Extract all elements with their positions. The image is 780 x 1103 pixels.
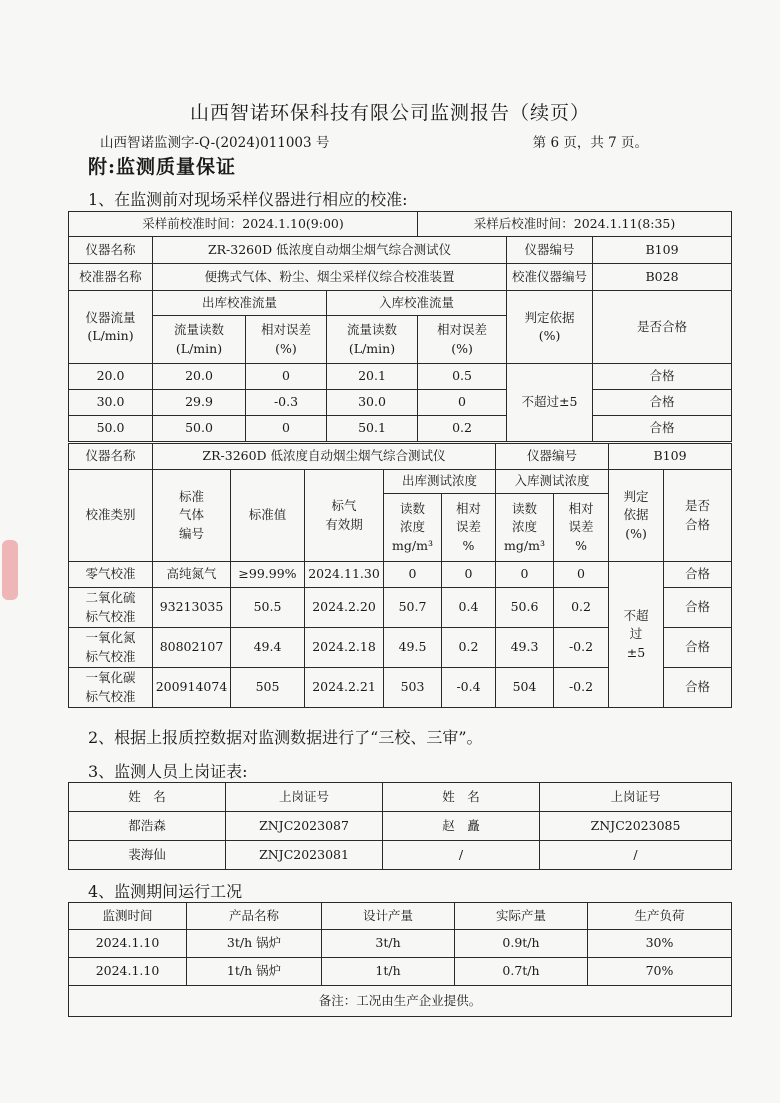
pass-header-line: 合格: [685, 516, 711, 532]
out-read: 50.7: [384, 588, 442, 628]
calibrator-no-label: 校准仪器编号: [507, 264, 593, 291]
table-row: [69, 930, 732, 958]
gas-type-line: 标气校准: [85, 688, 136, 704]
instrument-no-label: 仪器编号: [507, 237, 593, 264]
pre-calibration-time: 采样前校准时间：2024.1.10(9:00): [69, 212, 418, 237]
std-value-header: 标准值: [231, 470, 305, 562]
name-header: 姓 名: [69, 783, 226, 812]
gas-validity: 2024.11.30: [305, 562, 384, 588]
report-title: 山西智诺环保科技有限公司监测报告（续页）: [189, 102, 590, 124]
in-error: 0.2: [418, 416, 507, 442]
read-header-line: 读数: [399, 501, 425, 517]
gas-calibration-table: [68, 443, 732, 708]
person-name: 裴海仙: [69, 841, 226, 870]
gas-basis-line: ±5: [626, 644, 646, 660]
gas-type: [69, 588, 153, 628]
calibrator-name: 便携式气体、粉尘、烟尘采样仪综合校准装置: [153, 264, 507, 291]
flow-header-text: 仪器流量: [85, 309, 136, 325]
person-cert: /: [540, 841, 732, 870]
out-err: 0.4: [442, 588, 496, 628]
std-gas-header: [153, 470, 231, 562]
op-product: 3t/h 锅炉: [187, 930, 322, 958]
std-gas-header-line: 编号: [178, 525, 204, 541]
op-actual: 0.7t/h: [455, 958, 588, 986]
table-row: [69, 812, 732, 841]
err-header-line: 相对: [455, 501, 481, 517]
out-read: 0: [384, 562, 442, 588]
out-err-header: [442, 494, 496, 562]
table-row: [69, 390, 732, 416]
out-reading: 50.0: [153, 416, 246, 442]
flow-calibration-table: [68, 211, 732, 442]
gas-basis-header: [609, 470, 664, 562]
operating-header-row: [69, 903, 732, 930]
out-reading-header: [153, 316, 246, 364]
out-error: 0: [246, 364, 327, 390]
section1-heading: 1、在监测前对现场采样仪器进行相应的校准:: [88, 190, 408, 209]
error-text: 相对误差: [260, 322, 311, 338]
error-unit: (%): [275, 340, 297, 356]
in-read: 504: [496, 668, 554, 708]
gas-pass-header: [664, 470, 732, 562]
gas-type-line: 一氧化氮: [85, 630, 136, 646]
flow-value: 20.0: [69, 364, 153, 390]
out-read-header: [384, 494, 442, 562]
gas-value: 50.5: [231, 588, 305, 628]
personnel-header-row: [69, 783, 732, 812]
gas-value: ≥99.99%: [231, 562, 305, 588]
table-row: [69, 562, 732, 588]
col-time: 监测时间: [69, 903, 187, 930]
error-text: 相对误差: [437, 322, 488, 338]
out-err: -0.4: [442, 668, 496, 708]
flow-header-cell: [69, 291, 153, 364]
err-header-line: %: [462, 537, 475, 553]
pass-value: 合格: [593, 390, 732, 416]
gas-type-line: 一氧化碳: [85, 670, 136, 686]
in-reading: 30.0: [327, 390, 418, 416]
in-read: 49.3: [496, 628, 554, 668]
err-header-line: 误差: [568, 519, 594, 535]
pass-header: 是否合格: [593, 291, 732, 364]
out-error: 0: [246, 416, 327, 442]
flow-header-row-1: [69, 291, 732, 316]
calibration-time-row: [69, 212, 732, 237]
table-row: [69, 416, 732, 442]
out-err: 0: [442, 562, 496, 588]
err-header-line: 误差: [455, 519, 481, 535]
in-read: 50.6: [496, 588, 554, 628]
table-row: [69, 958, 732, 986]
operating-condition-table: [68, 902, 732, 1017]
note-row: [69, 986, 732, 1017]
in-err: -0.2: [554, 628, 609, 668]
op-load: 30%: [588, 930, 732, 958]
instrument2-name-label: 仪器名称: [69, 444, 153, 470]
gas-value: 49.4: [231, 628, 305, 668]
read-header-line: 读数: [511, 501, 537, 517]
flow-value: 50.0: [69, 416, 153, 442]
in-calibration-header: 入库校准流量: [327, 291, 507, 316]
type-header: 校准类别: [69, 470, 153, 562]
instrument-no: B109: [593, 237, 732, 264]
operating-note: 备注：工况由生产企业提供。: [69, 986, 732, 1017]
flow-basis: 不超过±5: [507, 364, 593, 442]
validity-header: [305, 470, 384, 562]
calibrator-name-label: 校准器名称: [69, 264, 153, 291]
std-gas-header-line: 气体: [178, 507, 204, 523]
op-time: 2024.1.10: [69, 958, 187, 986]
cert-header: 上岗证号: [540, 783, 732, 812]
error-unit: (%): [451, 340, 473, 356]
op-time: 2024.1.10: [69, 930, 187, 958]
col-load: 生产负荷: [588, 903, 732, 930]
validity-header-line: 标气: [331, 498, 357, 514]
col-design: 设计产量: [322, 903, 455, 930]
op-design: 1t/h: [322, 958, 455, 986]
page-number: 第 6 页，共 7 页。: [532, 135, 648, 151]
gas-no: 高纯氮气: [153, 562, 231, 588]
out-error: -0.3: [246, 390, 327, 416]
gas-validity: 2024.2.20: [305, 588, 384, 628]
instrument2-no: B109: [609, 444, 732, 470]
pass-value: 合格: [593, 416, 732, 442]
gas-basis: [609, 562, 664, 708]
gas-type: [69, 628, 153, 668]
cert-header: 上岗证号: [226, 783, 383, 812]
name-header: 姓 名: [383, 783, 540, 812]
instrument2-row: [69, 444, 732, 470]
op-design: 3t/h: [322, 930, 455, 958]
in-error: 0: [418, 390, 507, 416]
validity-header-line: 有效期: [325, 516, 363, 532]
person-cert: ZNJC2023081: [226, 841, 383, 870]
instrument-name: ZR-3260D 低浓度自动烟尘烟气综合测试仪: [153, 237, 507, 264]
out-test-header: 出库测试浓度: [384, 470, 496, 494]
out-read: 49.5: [384, 628, 442, 668]
in-reading: 20.1: [327, 364, 418, 390]
document-number: 山西智诺监测字-Q-(2024)011003 号: [100, 135, 330, 151]
gas-basis-line: 过: [629, 626, 643, 642]
gas-pass: 合格: [664, 628, 732, 668]
seal-mark: [2, 540, 18, 600]
gas-header-row-1: [69, 470, 732, 494]
in-error: 0.5: [418, 364, 507, 390]
read-header-line: mg/m³: [504, 537, 545, 553]
post-calibration-time: 采样后校准时间：2024.1.11(8:35): [418, 212, 732, 237]
in-err: -0.2: [554, 668, 609, 708]
person-name: /: [383, 841, 540, 870]
personnel-table: [68, 782, 732, 870]
gas-basis-line: 不超: [623, 608, 649, 624]
person-cert: ZNJC2023087: [226, 812, 383, 841]
instrument2-name: ZR-3260D 低浓度自动烟尘烟气综合测试仪: [153, 444, 496, 470]
out-calibration-header: 出库校准流量: [153, 291, 327, 316]
appendix-title: 附:监测质量保证: [88, 156, 237, 178]
op-actual: 0.9t/h: [455, 930, 588, 958]
gas-no: 200914074: [153, 668, 231, 708]
reading-text: 流量读数: [173, 322, 224, 338]
instrument-row: [69, 237, 732, 264]
flow-value: 30.0: [69, 390, 153, 416]
gas-type: 零气校准: [69, 562, 153, 588]
out-err: 0.2: [442, 628, 496, 668]
table-row: [69, 841, 732, 870]
gas-no: 80802107: [153, 628, 231, 668]
in-error-header: [418, 316, 507, 364]
gas-pass: 合格: [664, 588, 732, 628]
person-name: 赵 矗: [383, 812, 540, 841]
gas-type: [69, 668, 153, 708]
table-row: [69, 364, 732, 390]
basis-header-line: 依据: [623, 507, 649, 523]
section4-heading: 4、监测期间运行工况: [88, 882, 243, 901]
in-reading-header: [327, 316, 418, 364]
flow-header-unit: (L/min): [87, 328, 134, 343]
gas-pass: 合格: [664, 668, 732, 708]
pass-header-line: 是否: [685, 498, 711, 514]
basis-header-unit: (%): [538, 328, 561, 343]
basis-header-line: 判定: [623, 489, 649, 505]
basis-header-text: 判定依据: [524, 309, 575, 325]
col-actual: 实际产量: [455, 903, 588, 930]
read-header-line: 浓度: [511, 519, 537, 535]
in-test-header: 入库测试浓度: [496, 470, 609, 494]
gas-validity: 2024.2.18: [305, 628, 384, 668]
gas-type-line: 标气校准: [85, 648, 136, 664]
in-reading: 50.1: [327, 416, 418, 442]
reading-unit: (L/min): [348, 340, 396, 356]
in-read-header: [496, 494, 554, 562]
instrument-name-label: 仪器名称: [69, 237, 153, 264]
person-cert: ZNJC2023085: [540, 812, 732, 841]
err-header-line: %: [575, 537, 587, 553]
col-product: 产品名称: [187, 903, 322, 930]
person-name: 都浩森: [69, 812, 226, 841]
in-err: 0: [554, 562, 609, 588]
read-header-line: mg/m³: [392, 537, 433, 553]
std-gas-header-line: 标准: [178, 489, 204, 505]
calibrator-no: B028: [593, 264, 732, 291]
out-reading: 20.0: [153, 364, 246, 390]
gas-value: 505: [231, 668, 305, 708]
section2-heading: 2、根据上报质控数据对监测数据进行了“三校、三审”。: [88, 728, 483, 747]
basis-header-line: (%): [625, 525, 647, 541]
out-read: 503: [384, 668, 442, 708]
in-err: 0.2: [554, 588, 609, 628]
pass-value: 合格: [593, 364, 732, 390]
section3-heading: 3、监测人员上岗证表:: [88, 762, 248, 781]
op-load: 70%: [588, 958, 732, 986]
reading-text: 流量读数: [347, 322, 398, 338]
instrument2-no-label: 仪器编号: [496, 444, 609, 470]
gas-validity: 2024.2.21: [305, 668, 384, 708]
gas-pass: 合格: [664, 562, 732, 588]
read-header-line: 浓度: [399, 519, 425, 535]
err-header-line: 相对: [568, 501, 594, 517]
reading-unit: (L/min): [175, 340, 223, 356]
basis-header-cell: [507, 291, 593, 364]
in-err-header: [554, 494, 609, 562]
in-read: 0: [496, 562, 554, 588]
calibrator-row: [69, 264, 732, 291]
gas-type-line: 标气校准: [85, 608, 136, 624]
gas-type-line: 二氧化硫: [85, 590, 136, 606]
op-product: 1t/h 锅炉: [187, 958, 322, 986]
gas-no: 93213035: [153, 588, 231, 628]
out-error-header: [246, 316, 327, 364]
out-reading: 29.9: [153, 390, 246, 416]
